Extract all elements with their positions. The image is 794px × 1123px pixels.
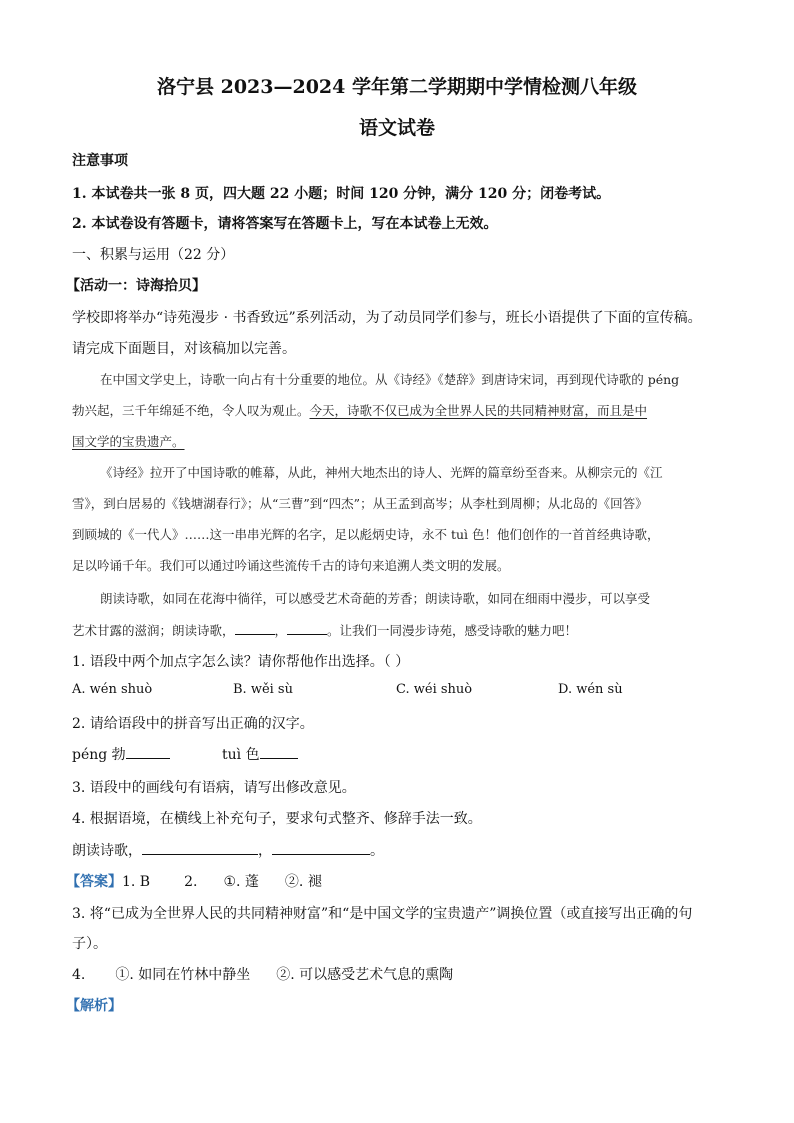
q1-option-a: A. wén shuò xyxy=(72,682,153,697)
analysis-label: 【解析】 xyxy=(66,998,122,1014)
question-2: 2. 请给语段中的拼音写出正确的汉字。 xyxy=(72,716,314,732)
passage-blank-2 xyxy=(287,620,327,635)
passage-p2-line2: 雪》，到白居易的《钱塘湖春行》；从“三曹”到“四杰”；从王孟到高岑；从李杜到周柳；从北岛的《回答》 xyxy=(72,496,648,511)
notice-item-1: 1. 本试卷共一张 8 页，四大题 22 小题；时间 120 分钟，满分 120 分；闭卷考试。 xyxy=(72,186,611,202)
passage-blank-separator: ， xyxy=(274,623,288,638)
exam-subtitle: 语文试卷 xyxy=(358,117,435,139)
passage-p3-line2-text: 艺术甘露的滋润；朗读诗歌， xyxy=(72,623,235,638)
q2-item-a-label: péng 勃 xyxy=(72,747,126,763)
answer-4-choice-1: ①. 如同在竹林中静坐 xyxy=(115,967,251,983)
answer-4-number: 4. xyxy=(72,967,86,983)
q2-item-b xyxy=(222,744,298,764)
passage-p1-line2-text: 勃兴起，三千年绵延不绝，令人叹为观止。 xyxy=(72,403,310,418)
q4-separator: ， xyxy=(258,843,272,859)
passage-p3-line1: 朗读诗歌，如同在花海中徜徉，可以感受艺术奇葩的芳香；朗读诗歌，如同在细雨中漫步，可以享受 xyxy=(100,591,651,606)
passage-p3-line2-end: 。让我们一同漫步诗苑，感受诗歌的魅力吧！ xyxy=(327,623,578,638)
q4-end: 。 xyxy=(370,843,384,859)
answer-3-line1: 3. 将“已成为全世界人民的共同精神财富”和“是中国文学的宝贵遗产”调换位置（或直接写出正确的句 xyxy=(72,906,693,922)
section-heading: 一、积累与运用（22 分） xyxy=(72,247,235,263)
answer-2-number: 2. xyxy=(184,874,198,890)
answer-2-choice-2: ②. 褪 xyxy=(284,874,322,890)
answer-4-choice-2: ②. 可以感受艺术气息的熏陶 xyxy=(276,967,454,983)
notice-heading: 注意事项 xyxy=(72,153,128,169)
q2-blank-b xyxy=(260,744,298,759)
underlined-sentence-part1: 今天，诗歌不仅已成为全世界人民的共同精神财富，而且是中 xyxy=(309,403,648,418)
q2-blank-a xyxy=(126,744,170,759)
answer-line xyxy=(66,871,322,891)
q1-option-d: D. wén sù xyxy=(558,682,623,697)
underlined-sentence-part2: 国文学的宝贵遗产。 xyxy=(72,434,185,449)
answer-label: 【答案】 xyxy=(66,874,122,890)
intro-line-1: 学校即将举办“诗苑漫步 · 书香致远”系列活动，为了动员同学们参与，班长小语提供了下面的宣传稿。 xyxy=(72,310,702,326)
q4-blank-1 xyxy=(142,840,258,855)
activity-heading: 【活动一：诗海拾贝】 xyxy=(66,278,206,294)
passage-p2-line1: 《诗经》拉开了中国诗歌的帷幕，从此，神州大地杰出的诗人、光辉的篇章纷至沓来。从柳宗元的《江 xyxy=(100,465,663,480)
q2-item-b-label: tuì 色 xyxy=(222,747,260,763)
passage-p2-line3: 到顾城的《一代人》……这一串串光辉的名字，足以彪炳史诗，永不 tuì 色！他们创作的一首首经典诗歌， xyxy=(72,527,660,542)
question-4: 4. 根据语境，在横线上补充句子，要求句式整齐、修辞手法一致。 xyxy=(72,811,482,827)
question-3: 3. 语段中的画线句有语病，请写出修改意见。 xyxy=(72,780,356,796)
q2-item-a xyxy=(72,744,170,764)
intro-line-2: 请完成下面题目，对该稿加以完善。 xyxy=(72,341,296,357)
q1-option-b: B. wěi sù xyxy=(233,682,293,697)
passage-p1-line2 xyxy=(72,401,647,419)
passage-p3-line2 xyxy=(72,620,577,639)
passage-p2-line4: 足以吟诵千年。我们可以通过吟诵这些流传千古的诗句来追溯人类文明的发展。 xyxy=(72,558,510,573)
answer-2-choice-1: ①. 蓬 xyxy=(223,874,259,890)
q4-lead: 朗读诗歌， xyxy=(72,843,142,859)
notice-item-2: 2. 本试卷设有答题卡，请将答案写在答题卡上，写在本试卷上无效。 xyxy=(72,216,498,232)
exam-title: 洛宁县 2023—2024 学年第二学期期中学情检测八年级 xyxy=(157,76,637,98)
answer-1: 1. B xyxy=(122,874,151,890)
q1-option-c: C. wéi shuò xyxy=(396,682,473,697)
question-1: 1. 语段中两个加点字怎么读？请你帮他作出选择。（ ） xyxy=(72,654,410,670)
answer-4-line xyxy=(72,964,453,984)
answer-3-line2: 子）。 xyxy=(72,936,107,952)
passage-blank-1 xyxy=(235,620,275,635)
passage-p1-line1: 在中国文学史上，诗歌一向占有十分重要的地位。从《诗经》《楚辞》到唐诗宋词，再到现代诗歌的 péng xyxy=(100,372,680,387)
q4-blank-2 xyxy=(272,840,370,855)
q4-answer-line xyxy=(72,840,384,860)
